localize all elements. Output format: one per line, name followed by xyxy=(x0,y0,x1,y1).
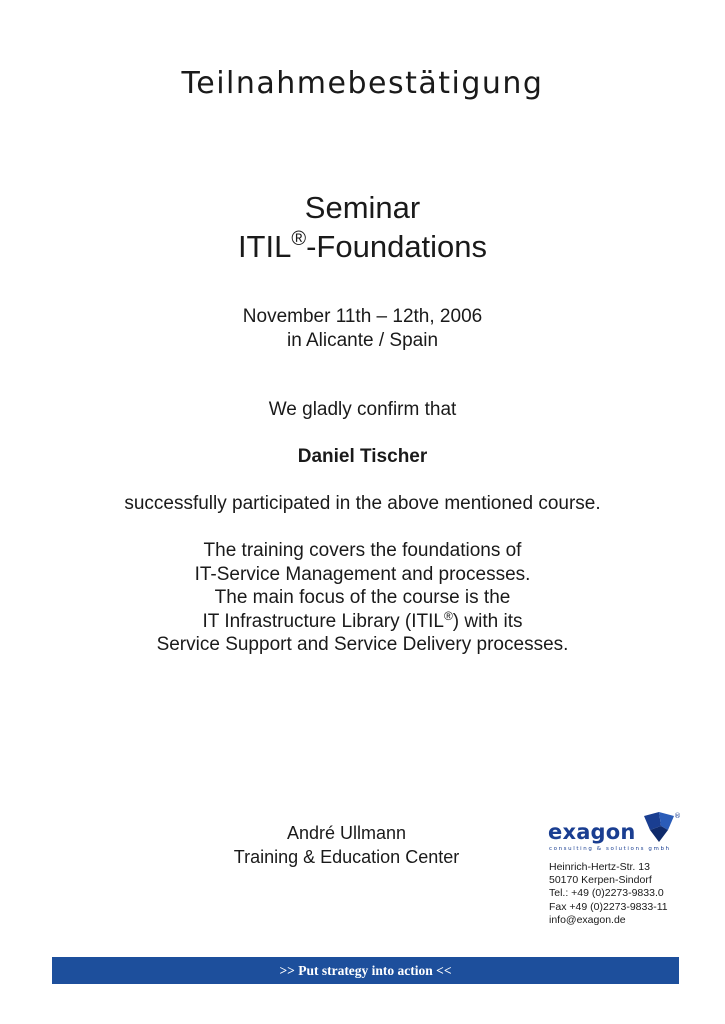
course-title xyxy=(0,227,725,266)
course-description xyxy=(0,539,725,657)
description-line: The training covers the foundations of xyxy=(203,540,522,561)
course-title-suffix: -Foundations xyxy=(306,229,488,264)
signatory-department: Training & Education Center xyxy=(233,847,460,867)
description-line: The main focus of the course is the xyxy=(214,587,511,608)
description-line4-prefix: IT Infrastructure Library (ITIL xyxy=(202,610,444,632)
event-details xyxy=(0,305,725,353)
footer-slogan-bar xyxy=(52,957,679,984)
course-title-prefix: ITIL xyxy=(237,229,292,264)
description-line: Service Support and Service Delivery processes. xyxy=(156,634,569,655)
registered-mark: ® xyxy=(443,608,453,623)
signatory-block xyxy=(214,821,479,869)
signatory-name: André Ullmann xyxy=(286,823,407,843)
certificate-heading: Teilnahmebestätigung xyxy=(181,66,544,101)
logo-tagline: consulting & solutions gmbh xyxy=(549,846,671,852)
participation-text: successfully participated in the above mentioned course. xyxy=(124,493,601,514)
address-street: Heinrich-Hertz-Str. 13 xyxy=(549,861,650,873)
event-date: November 11th – 12th, 2006 xyxy=(242,306,483,327)
description-line: IT-Service Management and processes. xyxy=(194,563,531,585)
company-logo xyxy=(548,810,683,855)
confirmation-text: We gladly confirm that xyxy=(268,399,457,420)
event-location: in Alicante / Spain xyxy=(286,330,439,351)
address-city: 50170 Kerpen-Sindorf xyxy=(549,874,652,887)
registered-mark: ® xyxy=(291,228,307,250)
address-email: info@exagon.de xyxy=(549,913,626,926)
description-line4-suffix: ) with its xyxy=(452,610,523,632)
participant-name: Daniel Tischer xyxy=(297,446,428,467)
logo-registered-mark: ® xyxy=(674,812,681,820)
seminar-label: Seminar xyxy=(304,190,421,225)
company-address xyxy=(549,861,668,927)
seminar-title xyxy=(0,188,725,266)
footer-slogan: >> Put strategy into action << xyxy=(279,963,452,978)
logo-wordmark: exagon xyxy=(548,820,636,844)
address-phone: Tel.: +49 (0)2273-9833.0 xyxy=(549,887,664,900)
cube-logo-icon xyxy=(642,810,678,844)
address-fax: Fax +49 (0)2273-9833-11 xyxy=(549,900,668,913)
description-line xyxy=(0,610,725,634)
